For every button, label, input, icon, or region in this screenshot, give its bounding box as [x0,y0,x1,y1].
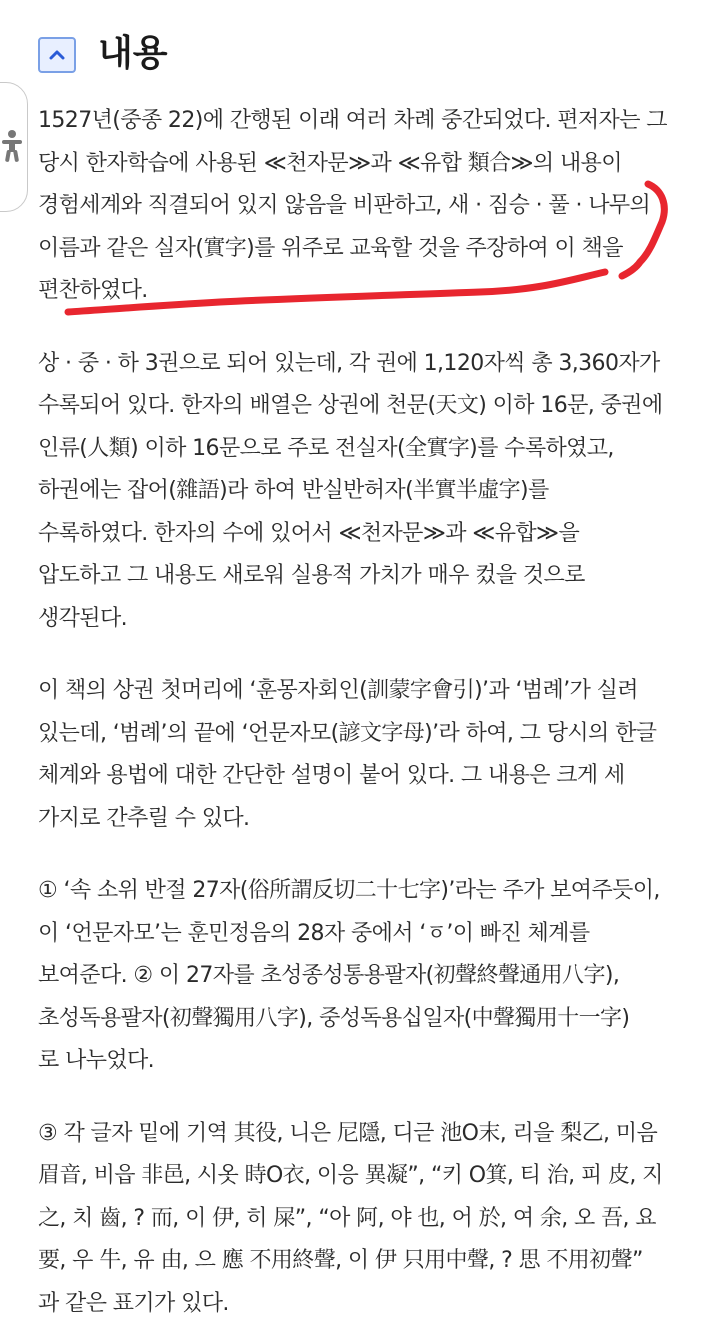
text-line: 眉音, 비읍 非邑, 시옷 時O衣, 이응 異凝”, “키 O箕, 티 治, 피 皮, 지 [38,1155,688,1198]
accessibility-tab[interactable] [0,82,28,212]
text-line: 이름과 같은 실자(實字)를 위주로 교육할 것을 주장하여 이 책을 [38,228,688,271]
paragraph [38,670,688,840]
accessibility-person-icon [1,129,23,167]
text-line: 경험세계와 직결되어 있지 않음을 비판하고, 새 · 짐승 · 풀 · 나무의 [38,185,688,228]
text-line: 之, 치 齒, ? 而, 이 伊, 히 屎”, “아 阿, 야 也, 어 於, 여 余, 오 吾, 요 [38,1198,688,1241]
paragraph [38,1113,688,1325]
text-line: 가지로 간추릴 수 있다. [38,798,688,841]
text-line: 1527년(중종 22)에 간행된 이래 여러 차례 중간되었다. 편저자는 그 [38,100,688,143]
text-line: 상 · 중 · 하 3권으로 되어 있는데, 각 권에 1,120자씩 총 3,360자가 [38,343,688,386]
paragraph [38,343,688,641]
text-line: 체계와 용법에 대한 간단한 설명이 붙어 있다. 그 내용은 크게 세 [38,755,688,798]
text-line: 있는데, ‘범례’의 끝에 ‘언문자모(諺文字母)’라 하여, 그 당시의 한글 [38,713,688,756]
text-line: 하권에는 잡어(雜語)라 하여 반실반허자(半實半虛字)를 [38,470,688,513]
text-line: 보여준다. ② 이 27자를 초성종성통용팔자(初聲終聲通用八字), [38,955,688,998]
text-line: 要, 우 牛, 유 由, 으 應 不用終聲, 이 伊 只用中聲, ? 思 不用初聲” [38,1240,688,1283]
text-line: 당시 한자학습에 사용된 ≪천자문≫과 ≪유합 類合≫의 내용이 [38,143,688,186]
paragraph [38,100,688,313]
text-line: 로 나누었다. [38,1040,688,1083]
text-line: 압도하고 그 내용도 새로워 실용적 가치가 매우 컸을 것으로 [38,555,688,598]
text-line: 편찬하였다. [38,270,688,313]
text-line: 초성독용팔자(初聲獨用八字), 중성독용십일자(中聲獨用十一字) [38,998,688,1041]
text-line: 이 책의 상권 첫머리에 ‘훈몽자회인(訓蒙字會引)’과 ‘범례’가 실려 [38,670,688,713]
text-line: 수록하였다. 한자의 수에 있어서 ≪천자문≫과 ≪유합≫을 [38,513,688,556]
text-line: 과 같은 표기가 있다. [38,1283,688,1325]
text-line: ③ 각 글자 밑에 기역 其役, 니은 尼隱, 디귿 池O末, 리을 梨乙, 미음 [38,1113,688,1156]
article-body [38,100,688,1325]
text-line: ① ‘속 소위 반절 27자(俗所謂反切二十七字)’라는 주가 보여주듯이, [38,870,688,913]
collapse-section-button[interactable] [38,37,76,73]
text-line: 수록되어 있다. 한자의 배열은 상권에 천문(天文) 이하 16문, 중권에 [38,385,688,428]
text-line: 이 ‘언문자모’는 훈민정음의 28자 중에서 ‘ㆆ’이 빠진 체계를 [38,913,688,956]
chevron-up-icon [49,49,65,61]
text-line: 생각된다. [38,598,688,641]
paragraph [38,870,688,1083]
section-title: 내용 [98,28,168,80]
text-line: 인류(人類) 이하 16문으로 주로 전실자(全實字)를 수록하였고, [38,428,688,471]
